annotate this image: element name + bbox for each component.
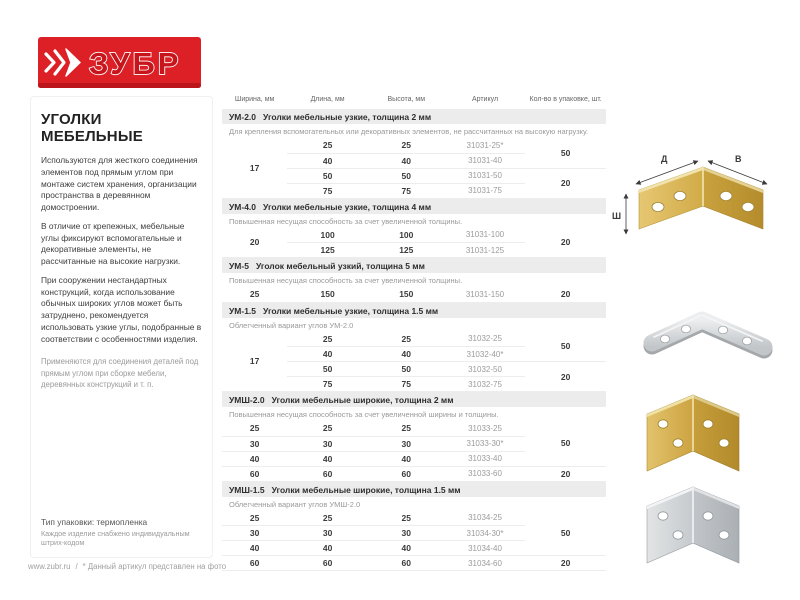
- dimension-label-height: В: [735, 154, 742, 164]
- sku-cell: 31031-100: [445, 228, 526, 243]
- value-cell: 50: [525, 138, 606, 168]
- value-cell: 150: [368, 287, 445, 302]
- value-cell: 20: [525, 228, 606, 258]
- product-section: [222, 199, 606, 259]
- value-cell: 25: [222, 511, 287, 526]
- value-cell: 20: [525, 362, 606, 392]
- site-url: www.zubr.ru: [28, 562, 71, 571]
- value-cell: 25: [287, 332, 368, 347]
- barcode-note: Каждое изделие снабжено индивидуальным штрих-кодом: [41, 529, 190, 547]
- value-cell: 25: [287, 511, 368, 526]
- application-note: Применяются для соединения деталей под прямым углом при сборке мебели, деревянных конструкций и т. п.: [41, 357, 199, 390]
- sku-cell: 31031-125: [445, 243, 526, 258]
- col-header-length: Длина, мм: [310, 96, 345, 103]
- sku-cell: 31031-75: [445, 183, 526, 198]
- value-cell: 50: [287, 168, 368, 183]
- value-cell: 60: [287, 466, 368, 481]
- value-cell: 17: [222, 138, 287, 198]
- section-code: УМ-1.5: [229, 305, 257, 316]
- section-title: Уголки мебельные широкие, толщина 2 мм: [271, 395, 454, 405]
- section-header: [222, 392, 606, 407]
- value-cell: 60: [222, 466, 287, 481]
- value-cell: 40: [368, 347, 445, 362]
- product-photo-narrow-bracket-zinc: [628, 303, 788, 383]
- value-cell: 100: [368, 228, 445, 243]
- value-cell: 60: [368, 466, 445, 481]
- sku-cell: 31033-60: [445, 466, 526, 481]
- packaging-info: [41, 517, 202, 547]
- section-code: УМ-5: [229, 261, 249, 271]
- bracket-dimensions-diagram: [606, 138, 796, 261]
- section-code: УМШ-1.5: [229, 484, 265, 495]
- value-cell: 40: [287, 347, 368, 362]
- packaging-type: Тип упаковки: термопленка: [41, 517, 148, 527]
- section-title: Уголки мебельные широкие, толщина 1.5 мм: [271, 484, 461, 495]
- col-header-height: Высота, мм: [387, 96, 426, 103]
- sku-cell: 31031-25*: [445, 138, 526, 153]
- value-cell: 50: [525, 511, 606, 556]
- table-row: [222, 421, 606, 436]
- value-cell: 40: [287, 153, 368, 168]
- sku-cell: 31032-25: [445, 332, 526, 347]
- section-header: [222, 199, 606, 214]
- section-table: [222, 138, 606, 199]
- sku-cell: 31034-30*: [445, 526, 526, 541]
- value-cell: 20: [525, 287, 606, 302]
- spec-table-area: [222, 93, 606, 571]
- zubr-logo: [38, 37, 201, 93]
- value-cell: 25: [222, 287, 287, 302]
- section-description: Повышенная несущая способность за счет увеличенной ширины и толщины.: [229, 410, 499, 419]
- page-footer: [28, 562, 226, 571]
- product-section: [222, 258, 606, 303]
- value-cell: 20: [525, 556, 606, 571]
- section-description: Облегченный вариант углов УМШ-2.0: [229, 499, 361, 509]
- value-cell: 75: [287, 377, 368, 392]
- value-cell: 40: [368, 451, 445, 466]
- sku-cell: 31033-25: [445, 421, 526, 436]
- value-cell: 60: [287, 556, 368, 571]
- dimension-label-width: Ш: [612, 211, 622, 221]
- section-description: Повышенная несущая способность за счет увеличенной толщины.: [229, 276, 463, 285]
- sku-cell: 31031-40: [445, 153, 526, 168]
- section-code: УМ-2.0: [229, 112, 257, 122]
- table-row: [222, 287, 606, 302]
- section-code: УМШ-2.0: [229, 395, 265, 405]
- sku-cell: 31031-50: [445, 168, 526, 183]
- value-cell: 40: [287, 541, 368, 556]
- value-cell: 75: [287, 183, 368, 198]
- value-cell: 25: [222, 421, 287, 436]
- value-cell: 30: [287, 526, 368, 541]
- value-cell: 60: [222, 556, 287, 571]
- section-code: УМ-4.0: [229, 201, 257, 212]
- table-row: [222, 511, 606, 526]
- col-header-width: Ширина, мм: [234, 96, 275, 103]
- product-section: [222, 482, 606, 572]
- value-cell: 30: [368, 436, 445, 451]
- value-cell: 30: [222, 526, 287, 541]
- value-cell: 25: [368, 421, 445, 436]
- value-cell: 20: [222, 228, 287, 258]
- sku-cell: 31034-25: [445, 511, 526, 526]
- value-cell: 50: [525, 421, 606, 466]
- value-cell: 20: [525, 168, 606, 198]
- value-cell: 25: [287, 138, 368, 153]
- description-paragraph: В отличие от крепежных, мебельные углы фиксируют вспомогательные и декоративные элементы, не рассчитанные на высокие нагрузки.: [41, 220, 185, 267]
- section-header: [222, 258, 606, 273]
- section-header: [222, 303, 606, 318]
- sku-cell: 31032-75: [445, 377, 526, 392]
- sku-cell: 31033-40: [445, 451, 526, 466]
- section-table: [222, 228, 606, 259]
- sku-cell: 31032-50: [445, 362, 526, 377]
- section-description: Облегченный вариант углов УМ-2.0: [229, 320, 354, 330]
- value-cell: 30: [368, 526, 445, 541]
- section-description: Для крепления вспомогательных или декоративных элементов, не рассчитанных на высокую нагрузку.: [229, 127, 589, 136]
- value-cell: 25: [287, 421, 368, 436]
- product-photo-wide-bracket-brass: [640, 388, 746, 483]
- sku-cell: 31034-40: [445, 541, 526, 556]
- dimension-label-length: Д: [661, 154, 668, 164]
- zubr-logo-text: ЗУБР: [89, 46, 182, 81]
- section-title: Уголки мебельные узкие, толщина 4 мм: [263, 201, 432, 212]
- value-cell: 50: [525, 332, 606, 362]
- product-section: [222, 392, 606, 482]
- sku-cell: 31034-60: [445, 556, 526, 571]
- table-row: [222, 332, 606, 347]
- value-cell: 40: [287, 451, 368, 466]
- product-photo-wide-bracket-zinc: [640, 480, 746, 575]
- value-cell: 125: [368, 243, 445, 258]
- table-row: [222, 556, 606, 571]
- value-cell: 17: [222, 332, 287, 392]
- col-header-qty: Кол-во в упаковке, шт.: [529, 96, 602, 103]
- value-cell: 75: [368, 377, 445, 392]
- value-cell: 30: [287, 436, 368, 451]
- description-paragraph: При сооружении нестандартных конструкций, когда использование обычных широких углов может быть затруднено, рекомендуется использовать узкие углы, подобранные в соответствии с особенностями изделия.: [41, 274, 202, 344]
- section-header: [222, 482, 606, 497]
- col-header-sku: Артикул: [471, 96, 499, 103]
- product-sections: [222, 109, 606, 571]
- sidebar: [30, 96, 213, 558]
- value-cell: 25: [368, 138, 445, 153]
- page-title: УГОЛКИ МЕБЕЛЬНЫЕ: [41, 111, 143, 145]
- value-cell: 75: [368, 183, 445, 198]
- product-section: [222, 109, 606, 199]
- section-title: Уголки мебельные узкие, толщина 1.5 мм: [263, 305, 439, 316]
- value-cell: 125: [287, 243, 368, 258]
- section-table: [222, 511, 606, 572]
- value-cell: 20: [525, 466, 606, 481]
- section-description: Повышенная несущая способность за счет увеличенной толщины.: [229, 216, 463, 226]
- value-cell: 25: [368, 332, 445, 347]
- value-cell: 25: [368, 511, 445, 526]
- product-section: [222, 303, 606, 393]
- sku-cell: 31033-30*: [445, 436, 526, 451]
- value-cell: 50: [287, 362, 368, 377]
- value-cell: 60: [368, 556, 445, 571]
- section-table: [222, 421, 606, 482]
- description-paragraph: Используются для жесткого соединения элементов под прямым углом при монтаже систем хранения, организации пространства в деревянном домостроении.: [41, 155, 198, 213]
- value-cell: 40: [222, 541, 287, 556]
- table-row: [222, 138, 606, 153]
- value-cell: 30: [222, 436, 287, 451]
- value-cell: 100: [287, 228, 368, 243]
- section-title: Уголки мебельные узкие, толщина 2 мм: [263, 112, 432, 122]
- section-table: [222, 332, 606, 393]
- value-cell: 40: [222, 451, 287, 466]
- column-headers: [222, 93, 606, 109]
- section-title: Уголок мебельный узкий, толщина 5 мм: [255, 261, 425, 271]
- table-row: [222, 228, 606, 243]
- footer-separator: /: [75, 562, 78, 571]
- table-row: [222, 466, 606, 481]
- section-header: [222, 109, 606, 124]
- value-cell: 50: [368, 362, 445, 377]
- value-cell: 40: [368, 541, 445, 556]
- sku-cell: 31031-150: [445, 287, 526, 302]
- value-cell: 50: [368, 168, 445, 183]
- value-cell: 150: [287, 287, 368, 302]
- sku-cell: 31032-40*: [445, 347, 526, 362]
- photo-sku-note: * Данный артикул представлен на фото: [82, 562, 227, 571]
- section-table: [222, 287, 606, 303]
- value-cell: 40: [368, 153, 445, 168]
